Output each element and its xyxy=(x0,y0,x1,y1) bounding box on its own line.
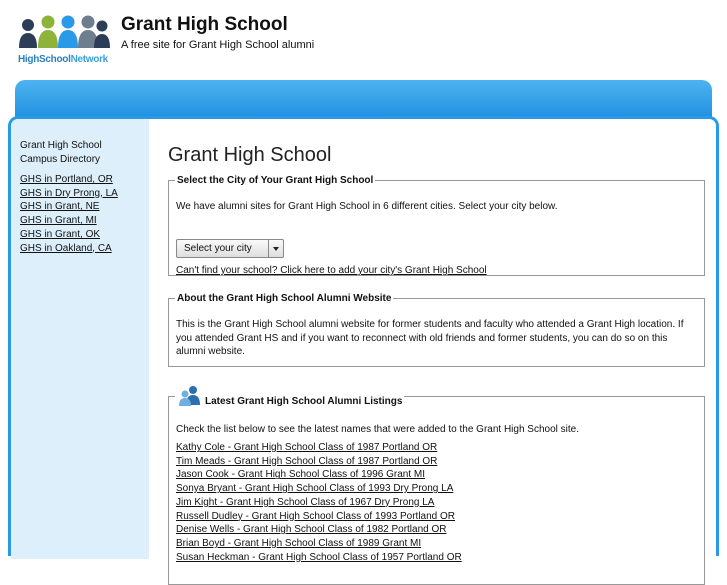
about-box-text: This is the Grant High School alumni website for former students and faculty who attended a Grant High location. If you attended Grant HS and if you want to reconnect with old friends and former students, you can do so on this alumni website. xyxy=(176,319,684,358)
list-item xyxy=(176,468,698,482)
about-box xyxy=(168,293,705,367)
listings-box-legend-text: Latest Grant High School Alumni Listings xyxy=(205,396,403,407)
list-item xyxy=(176,455,698,469)
sidebar-item-dry-prong xyxy=(20,187,118,201)
list-item xyxy=(176,496,698,510)
list-item xyxy=(176,482,698,496)
sidebar-item-grant-ne xyxy=(20,200,118,214)
listing-link[interactable]: Sonya Bryant - Grant High School Class of 1993 Dry Prong LA xyxy=(176,483,454,495)
sidebar-item-grant-mi xyxy=(20,214,118,228)
content-frame xyxy=(8,116,719,563)
city-box-legend: Select the City of Your Grant High School xyxy=(177,175,374,186)
city-box-text: We have alumni sites for Grant High School in 6 different cities. Select your city below. xyxy=(176,201,558,212)
city-select[interactable] xyxy=(176,239,284,258)
listings-box-legend xyxy=(175,385,404,407)
chevron-down-icon xyxy=(268,240,283,257)
listing-link[interactable]: Tim Meads - Grant High School Class of 1987 Portland OR xyxy=(176,455,438,467)
people-group-icon xyxy=(18,14,110,54)
cant-find-row xyxy=(176,264,698,278)
header xyxy=(0,0,727,80)
people-icon xyxy=(177,385,203,407)
sidebar xyxy=(11,119,149,559)
city-select-value: Select your city xyxy=(184,243,252,254)
listing-list xyxy=(176,441,698,564)
listings-container xyxy=(176,441,698,564)
sidebar-links xyxy=(20,173,118,255)
about-box-legend: About the Grant High School Alumni Website xyxy=(177,293,392,304)
highschoolnetwork-logo[interactable] xyxy=(18,14,110,70)
site-title: Grant High School xyxy=(121,14,288,35)
listings-box-text: Check the list below to see the latest names that were added to the Grant High School site. xyxy=(176,424,580,435)
sidebar-item-grant-ok xyxy=(20,228,118,242)
sidebar-link[interactable]: GHS in Grant, OK xyxy=(20,228,101,240)
sidebar-title: Grant High School Campus Directory xyxy=(20,140,102,165)
sidebar-link[interactable]: GHS in Dry Prong, LA xyxy=(20,187,118,199)
sidebar-link[interactable]: GHS in Portland, OR xyxy=(20,174,113,185)
list-item xyxy=(176,510,698,524)
listing-link[interactable]: Kathy Cole - Grant High School Class of 1987 Portland OR xyxy=(176,442,438,453)
logo-text: HighSchoolNetwork xyxy=(18,54,108,65)
city-select-box xyxy=(168,175,705,276)
list-item xyxy=(176,537,698,551)
listing-link[interactable]: Jim Kight - Grant High School Class of 1967 Dry Prong LA xyxy=(176,496,435,508)
listings-box xyxy=(168,385,705,585)
add-school-link[interactable]: Can't find your school? Click here to add your city's Grant High School xyxy=(176,265,487,276)
listing-link[interactable]: Russell Dudley - Grant High School Class of 1993 Portland OR xyxy=(176,510,456,522)
sidebar-item-portland xyxy=(20,173,118,187)
listing-link[interactable]: Denise Wells - Grant High School Class of 1982 Portland OR xyxy=(176,524,447,536)
list-item xyxy=(176,523,698,537)
sidebar-item-oakland xyxy=(20,242,118,256)
sidebar-link[interactable]: GHS in Grant, NE xyxy=(20,201,100,213)
site-subtitle: A free site for Grant High School alumni xyxy=(121,39,315,51)
listing-link[interactable]: Susan Heckman - Grant High School Class of 1957 Portland OR xyxy=(176,551,462,563)
page-title: Grant High School xyxy=(168,144,332,166)
list-item xyxy=(176,551,698,565)
sidebar-link[interactable]: GHS in Oakland, CA xyxy=(20,242,112,254)
blue-banner xyxy=(15,80,712,120)
list-item xyxy=(176,441,698,455)
listing-link[interactable]: Brian Boyd - Grant High School Class of 1989 Grant MI xyxy=(176,537,422,549)
listing-link[interactable]: Jason Cook - Grant High School Class of 1996 Grant MI xyxy=(176,469,426,481)
sidebar-link[interactable]: GHS in Grant, MI xyxy=(20,215,97,227)
